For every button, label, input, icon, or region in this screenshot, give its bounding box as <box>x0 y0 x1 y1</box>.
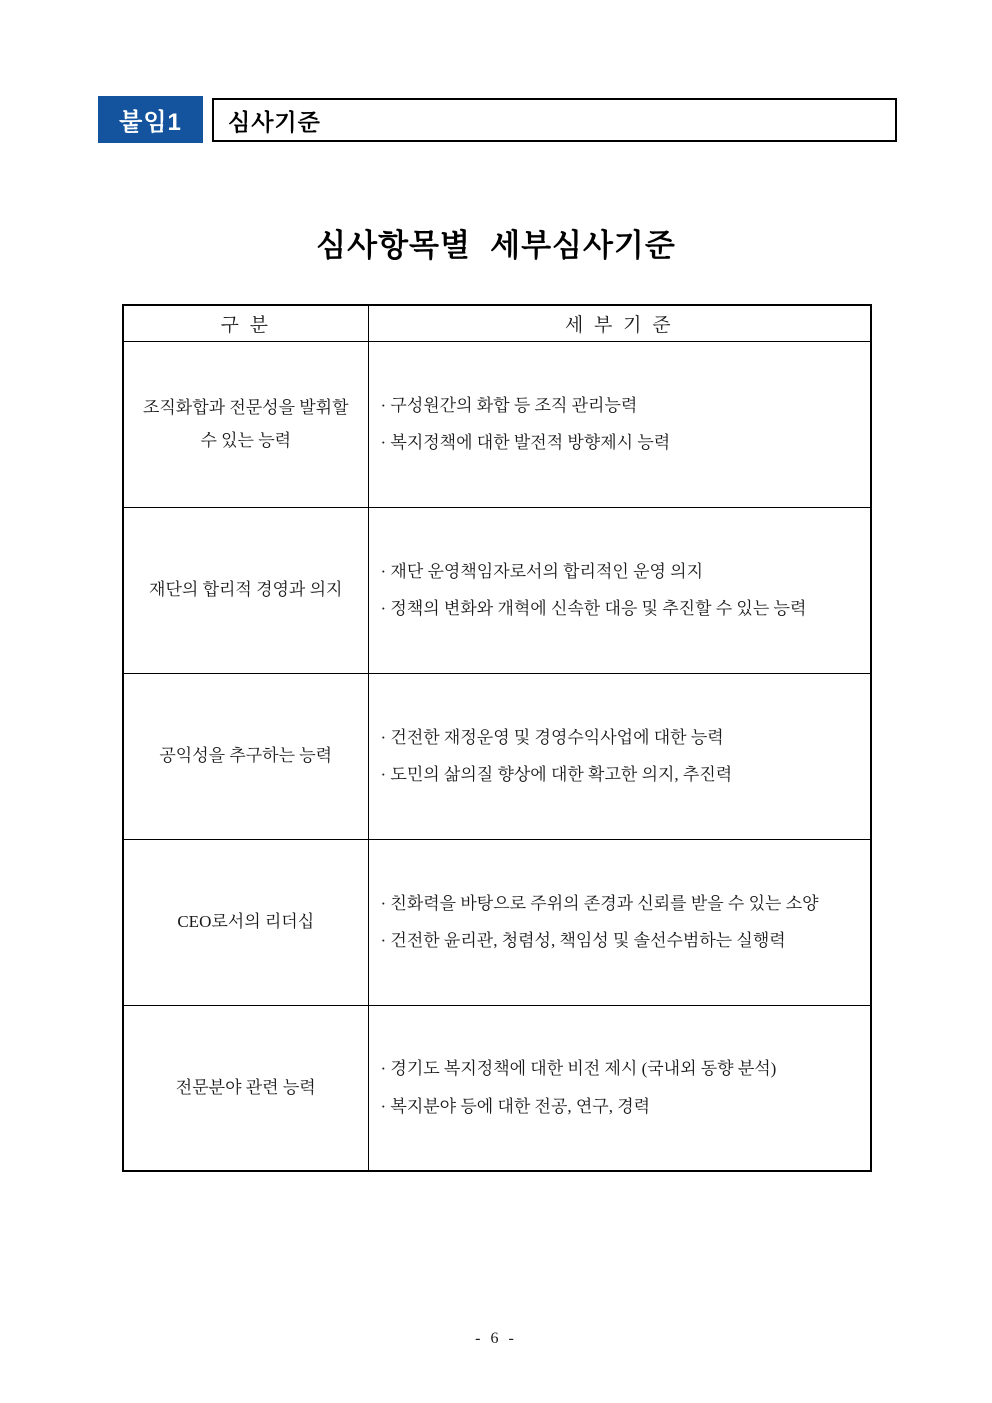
criterion-line: · 건전한 재정운영 및 경영수익사업에 대한 능력 <box>380 727 724 747</box>
criteria-cell <box>368 507 871 673</box>
criterion-line: · 도민의 삶의질 향상에 대한 확고한 의지, 추진력 <box>380 765 733 784</box>
criterion-line: · 구성원간의 화합 등 조직 관리능력 <box>380 395 638 415</box>
table-row <box>123 341 871 507</box>
table-row <box>123 507 871 673</box>
criterion-line: · 복지분야 등에 대한 전공, 연구, 경력 <box>380 1096 651 1116</box>
criteria-cell <box>368 1005 871 1171</box>
attachment-badge: 붙임1 <box>98 96 203 143</box>
table-row <box>123 1005 871 1171</box>
table-header-row <box>123 305 871 341</box>
criteria-cell <box>368 673 871 839</box>
category-cell: 전문분야 관련 능력 <box>123 1005 368 1171</box>
category-cell: 조직화합과 전문성을 발휘할 수 있는 능력 <box>123 341 368 507</box>
criterion-line: · 정책의 변화와 개혁에 신속한 대응 및 추진할 수 있는 능력 <box>380 599 807 618</box>
criterion-line: · 복지정책에 대한 발전적 방향제시 능력 <box>380 433 671 452</box>
table-row <box>123 839 871 1005</box>
attachment-title-box: 심사기준 <box>212 98 897 142</box>
column-header-category: 구 분 <box>123 305 368 341</box>
criteria-cell <box>368 341 871 507</box>
category-cell: 공익성을 추구하는 능력 <box>123 673 368 839</box>
page-title: 심사항목별 세부심사기준 <box>316 228 676 263</box>
category-cell: 재단의 합리적 경영과 의지 <box>123 507 368 673</box>
criterion-line: · 친화력을 바탕으로 주위의 존경과 신뢰를 받을 수 있는 소양 <box>380 893 819 913</box>
criteria-cell <box>368 839 871 1005</box>
criterion-line: · 건전한 윤리관, 청렴성, 책임성 및 솔선수범하는 실행력 <box>380 931 786 950</box>
page-number: - 6 - <box>475 1330 517 1347</box>
criterion-line: · 경기도 복지정책에 대한 비전 제시 (국내외 동향 분석) <box>380 1059 777 1079</box>
table-row <box>123 673 871 839</box>
criteria-table <box>122 304 872 1172</box>
category-cell: CEO로서의 리더십 <box>123 839 368 1005</box>
criterion-line: · 재단 운영책임자로서의 합리적인 운영 의지 <box>380 561 704 581</box>
column-header-criteria: 세 부 기 준 <box>368 305 871 341</box>
attachment-header <box>98 96 897 143</box>
